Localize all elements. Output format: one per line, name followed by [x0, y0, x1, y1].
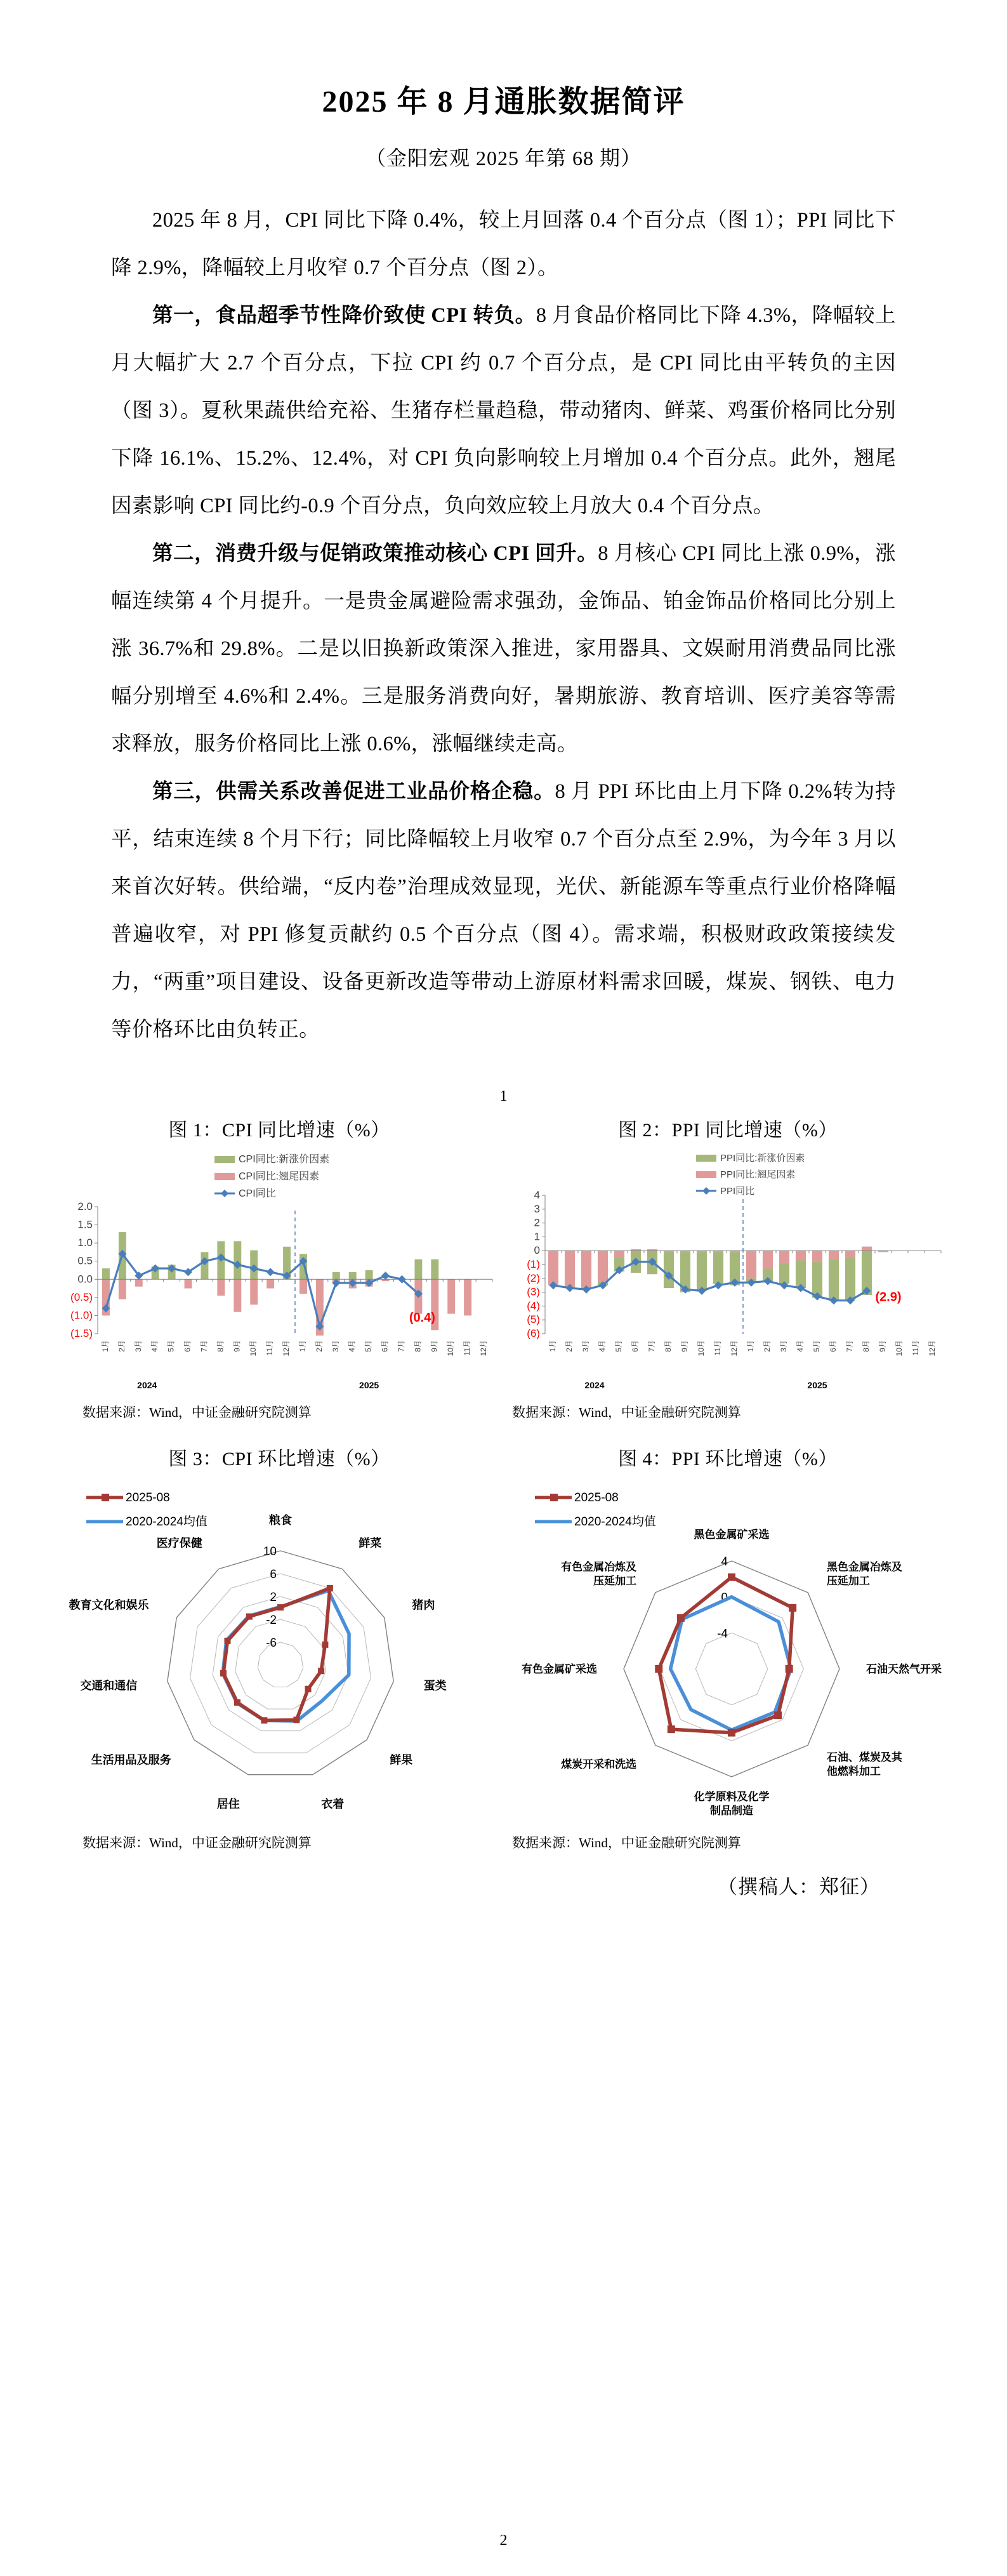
paragraph-lead: 第三，供需关系改善促进工业品价格企稳。	[152, 780, 555, 803]
author-line: （撰稿人：郑征）	[718, 1875, 880, 1898]
figure-4-title: 图 4：PPI 环比增速（%）	[618, 1448, 838, 1470]
figure-3	[57, 1443, 501, 1852]
paragraph-3	[111, 768, 896, 1054]
svg-text:5月: 5月	[614, 1339, 623, 1352]
svg-text:医疗保健: 医疗保健	[156, 1536, 202, 1550]
svg-text:压延加工: 压延加工	[826, 1574, 870, 1587]
svg-text:5月: 5月	[364, 1339, 373, 1352]
svg-text:PPI同比:翘尾因素: PPI同比:翘尾因素	[720, 1169, 796, 1180]
svg-text:1月: 1月	[298, 1339, 307, 1352]
svg-text:1月: 1月	[100, 1339, 110, 1352]
svg-text:3月: 3月	[581, 1339, 590, 1352]
paragraph-text: 8 月食品价格同比下降 4.3%，降幅较上月大幅扩大 2.7 个百分点，下拉 CPI 约 0.7 个百分点，是 CPI 同比由平转负的主因（图 3）。夏秋果蔬供给充裕、生猪存栏量趋稳，带动猪肉、鲜菜、鸡蛋价格同比分别下降 16.1%、15.2%、12.4%，对 CPI 负向影响较上月增加 0.4 个百分点。此外，翘尾因素影响 CPI 同比约-0.9 个百分点，负向效应较上月放大 0.4 个百分点。	[111, 303, 896, 517]
svg-text:2月: 2月	[117, 1339, 126, 1352]
svg-text:鲜果: 鲜果	[390, 1753, 413, 1767]
svg-text:10月: 10月	[697, 1339, 706, 1357]
svg-text:(0.4): (0.4)	[409, 1310, 435, 1325]
svg-text:1: 1	[534, 1230, 540, 1243]
svg-text:2025-08: 2025-08	[126, 1490, 170, 1504]
svg-text:制品制造: 制品制造	[710, 1804, 753, 1817]
paragraph-2	[111, 530, 896, 768]
svg-text:(0.5): (0.5)	[70, 1291, 93, 1303]
svg-text:7月: 7月	[397, 1339, 406, 1352]
figure-4-source: 数据来源：Wind，中证金融研究院测算	[512, 1835, 741, 1850]
figure-1-chart	[57, 1146, 501, 1400]
svg-text:衣着: 衣着	[321, 1797, 345, 1810]
svg-text:3月: 3月	[133, 1339, 143, 1352]
svg-text:2025-08: 2025-08	[574, 1490, 619, 1504]
svg-text:2: 2	[270, 1590, 277, 1604]
svg-text:黑色金属冶炼及: 黑色金属冶炼及	[826, 1560, 902, 1573]
svg-text:11月: 11月	[713, 1339, 722, 1356]
svg-text:2020-2024均值: 2020-2024均值	[126, 1515, 207, 1529]
svg-text:(5): (5)	[527, 1313, 540, 1325]
figure-4	[506, 1443, 950, 1852]
figures-section	[57, 1114, 950, 1852]
svg-text:6月: 6月	[380, 1339, 390, 1352]
svg-text:0: 0	[721, 1591, 728, 1605]
svg-text:CPI同比: CPI同比	[239, 1188, 276, 1199]
svg-text:压延加工: 压延加工	[593, 1574, 637, 1587]
svg-text:3月: 3月	[331, 1339, 340, 1352]
figure-row-1	[57, 1114, 950, 1421]
page-subtitle: （金阳宏观 2025 年第 68 期）	[365, 146, 642, 169]
svg-text:-6: -6	[266, 1636, 277, 1650]
paragraph-0	[111, 197, 896, 292]
svg-text:7月: 7月	[647, 1339, 656, 1352]
svg-text:1月: 1月	[746, 1339, 755, 1352]
svg-text:1.5: 1.5	[77, 1218, 93, 1231]
svg-text:11月: 11月	[265, 1339, 275, 1356]
svg-text:12月: 12月	[730, 1339, 739, 1357]
svg-text:12月: 12月	[479, 1339, 489, 1357]
figure-1-title: 图 1：CPI 同比增速（%）	[168, 1119, 390, 1141]
svg-text:教育文化和娱乐: 教育文化和娱乐	[69, 1598, 149, 1612]
svg-text:-2: -2	[266, 1613, 277, 1627]
svg-text:0.5: 0.5	[77, 1254, 93, 1267]
svg-text:(4): (4)	[527, 1299, 540, 1312]
svg-text:8月: 8月	[413, 1339, 423, 1352]
svg-text:7月: 7月	[199, 1339, 209, 1352]
svg-text:8月: 8月	[664, 1339, 673, 1352]
figure-1-source: 数据来源：Wind，中证金融研究院测算	[82, 1404, 312, 1420]
svg-text:2025: 2025	[807, 1379, 827, 1390]
paragraph-1	[111, 292, 896, 530]
svg-text:猪肉: 猪肉	[412, 1598, 435, 1612]
svg-text:4月: 4月	[150, 1339, 159, 1352]
svg-text:生活用品及服务: 生活用品及服务	[91, 1753, 171, 1767]
svg-text:2月: 2月	[565, 1339, 574, 1352]
document-body	[111, 197, 896, 1054]
svg-text:2025: 2025	[359, 1379, 379, 1390]
svg-text:CPI同比:翘尾因素: CPI同比:翘尾因素	[239, 1171, 320, 1182]
svg-text:4月: 4月	[796, 1339, 805, 1352]
svg-text:9月: 9月	[878, 1339, 887, 1352]
page-number-top: 1	[499, 1087, 508, 1105]
svg-text:10月: 10月	[446, 1339, 456, 1357]
svg-text:5月: 5月	[812, 1339, 821, 1352]
svg-text:交通和通信: 交通和通信	[80, 1679, 138, 1692]
figure-3-source: 数据来源：Wind，中证金融研究院测算	[82, 1835, 312, 1850]
svg-text:7月: 7月	[845, 1339, 854, 1352]
svg-text:0.0: 0.0	[77, 1273, 93, 1285]
svg-text:石油、煤炭及其: 石油、煤炭及其	[826, 1751, 902, 1763]
paragraph-lead: 第一，食品超季节性降价致使 CPI 转负。	[152, 303, 536, 327]
svg-text:4: 4	[721, 1555, 728, 1569]
page-number-bottom: 2	[499, 2532, 508, 2549]
svg-text:2: 2	[534, 1216, 540, 1229]
svg-text:10: 10	[263, 1544, 277, 1558]
svg-text:石油天然气开采: 石油天然气开采	[866, 1663, 942, 1675]
figure-2-source: 数据来源：Wind，中证金融研究院测算	[512, 1404, 741, 1420]
svg-text:(2.9): (2.9)	[875, 1290, 902, 1305]
paragraph-lead: 第二，消费升级与促销政策推动核心 CPI 回升。	[152, 541, 598, 565]
svg-text:12月: 12月	[282, 1339, 291, 1357]
svg-text:(1): (1)	[527, 1258, 540, 1270]
figure-1	[57, 1114, 501, 1421]
svg-text:12月: 12月	[928, 1339, 937, 1357]
svg-text:(3): (3)	[527, 1285, 540, 1298]
svg-text:9月: 9月	[430, 1339, 439, 1352]
svg-text:8月: 8月	[216, 1339, 225, 1352]
svg-text:9月: 9月	[232, 1339, 242, 1352]
page-title: 2025 年 8 月通胀数据简评	[322, 85, 685, 119]
svg-text:2024: 2024	[137, 1379, 157, 1390]
svg-text:1月: 1月	[548, 1339, 557, 1352]
svg-text:化学原料及化学: 化学原料及化学	[694, 1790, 770, 1803]
svg-text:(6): (6)	[527, 1327, 540, 1339]
svg-text:PPI同比:新涨价因素: PPI同比:新涨价因素	[720, 1152, 805, 1164]
svg-text:6月: 6月	[631, 1339, 640, 1352]
svg-text:10月: 10月	[249, 1339, 258, 1357]
figure-2-title: 图 2：PPI 同比增速（%）	[618, 1119, 838, 1141]
svg-text:2月: 2月	[314, 1339, 324, 1352]
svg-text:3: 3	[534, 1202, 540, 1215]
svg-text:3月: 3月	[779, 1339, 788, 1352]
figure-2	[506, 1114, 950, 1421]
figure-3-title: 图 3：CPI 环比增速（%）	[168, 1448, 390, 1470]
svg-text:1.0: 1.0	[77, 1236, 93, 1249]
svg-text:他燃料加工: 他燃料加工	[826, 1765, 881, 1777]
svg-text:2024: 2024	[584, 1379, 605, 1390]
svg-text:11月: 11月	[463, 1339, 472, 1356]
svg-text:5月: 5月	[166, 1339, 176, 1352]
svg-text:PPI同比: PPI同比	[720, 1185, 755, 1197]
svg-text:4月: 4月	[598, 1339, 607, 1352]
svg-text:鲜菜: 鲜菜	[359, 1536, 382, 1550]
svg-text:11月: 11月	[911, 1339, 920, 1356]
svg-text:6月: 6月	[829, 1339, 838, 1352]
svg-text:9月: 9月	[680, 1339, 689, 1352]
svg-text:(1.5): (1.5)	[70, 1327, 93, 1339]
svg-text:8月: 8月	[862, 1339, 871, 1352]
svg-text:居住: 居住	[216, 1797, 240, 1810]
svg-text:2.0: 2.0	[77, 1200, 93, 1212]
svg-text:10月: 10月	[895, 1339, 904, 1357]
svg-text:有色金属矿采选: 有色金属矿采选	[522, 1663, 597, 1675]
svg-text:2月: 2月	[763, 1339, 772, 1352]
svg-text:CPI同比:新涨价因素: CPI同比:新涨价因素	[239, 1153, 330, 1165]
figure-3-chart	[57, 1475, 501, 1830]
paragraph-text: 8 月 PPI 环比由上月下降 0.2%转为持平，结束连续 8 个月下行；同比降幅较上月收窄 0.7 个百分点至 2.9%，为今年 3 月以来首次好转。供给端，“反内卷”治理成效显现，光伏、新能源车等重点行业价格降幅普遍收窄，对 PPI 修复贡献约 0.5 个百分点（图 4）。需求端，积极财政政策接续发力，“两重”项目建设、设备更新改造等带动上游原材料需求回暖，煤炭、钢铁、电力等价格环比由负转正。	[111, 780, 897, 1041]
svg-text:粮食: 粮食	[269, 1513, 292, 1527]
svg-text:(1.0): (1.0)	[70, 1309, 93, 1322]
svg-text:(2): (2)	[527, 1271, 540, 1284]
svg-text:0: 0	[534, 1244, 540, 1256]
svg-text:-4: -4	[717, 1627, 728, 1641]
figure-2-chart	[506, 1146, 950, 1400]
svg-text:4月: 4月	[347, 1339, 357, 1352]
paragraph-text: 2025 年 8 月，CPI 同比下降 0.4%，较上月回落 0.4 个百分点（图 1）；PPI 同比下降 2.9%，降幅较上月收窄 0.7 个百分点（图 2）。	[111, 208, 896, 279]
svg-text:煤炭开采和洗选: 煤炭开采和洗选	[561, 1758, 637, 1770]
figure-4-chart	[506, 1475, 950, 1830]
svg-text:6: 6	[270, 1567, 277, 1581]
svg-text:有色金属冶炼及: 有色金属冶炼及	[561, 1560, 637, 1573]
svg-text:6月: 6月	[183, 1339, 192, 1352]
svg-text:蛋类: 蛋类	[423, 1679, 447, 1692]
svg-text:黑色金属矿采选: 黑色金属矿采选	[694, 1528, 770, 1541]
figure-row-2	[57, 1443, 950, 1852]
svg-text:4: 4	[534, 1188, 540, 1201]
svg-text:2020-2024均值: 2020-2024均值	[574, 1515, 656, 1529]
paragraph-text: 8 月核心 CPI 同比上涨 0.9%，涨幅连续第 4 个月提升。一是贵金属避险需求强劲，金饰品、铂金饰品价格同比分别上涨 36.7%和 29.8%。二是以旧换新政策深入推进，家用器具、文娱耐用消费品同比涨幅分别增至 4.6%和 2.4%。三是服务消费向好，暑期旅游、教育培训、医疗美容等需求释放，服务价格同比上涨 0.6%，涨幅继续走高。	[111, 541, 896, 755]
